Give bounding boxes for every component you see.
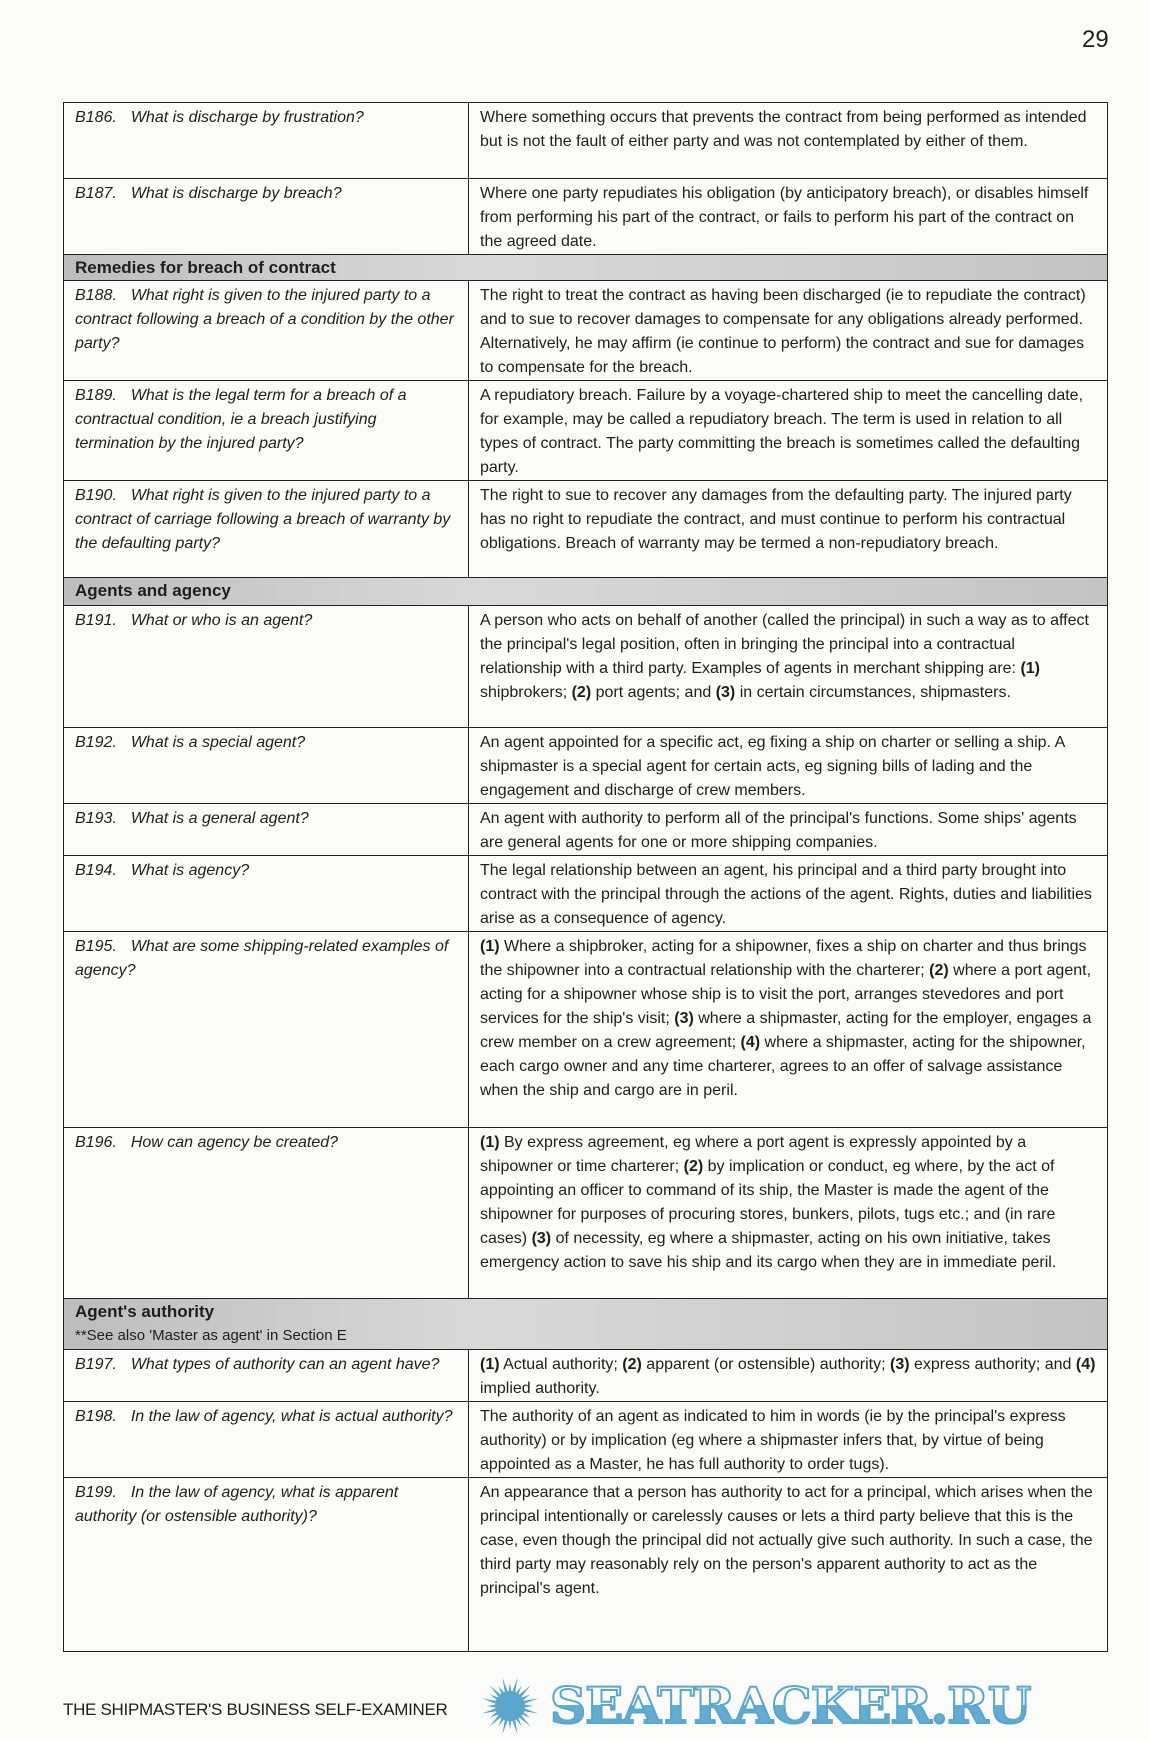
sunburst-logo-icon <box>480 1676 540 1736</box>
table-row <box>64 103 1108 179</box>
answer-text: apparent (or ostensible) authority; <box>641 1356 890 1373</box>
sun-ray <box>490 1694 500 1700</box>
question-cell <box>64 1478 469 1652</box>
section-cell <box>64 1299 1108 1350</box>
answer-item-marker: (1) <box>480 938 500 955</box>
sun-ray <box>518 1685 531 1698</box>
sun-ray <box>502 1678 508 1694</box>
sun-ray <box>512 1678 518 1694</box>
sun-ray <box>523 1704 533 1707</box>
question-number: B199. <box>75 1484 117 1501</box>
section-header <box>64 578 1108 606</box>
answer-item-marker: (2) <box>571 684 592 701</box>
sun-ray <box>508 1719 511 1729</box>
question-cell <box>64 1128 469 1299</box>
sun-ray <box>482 1708 498 1714</box>
section-cell <box>64 578 1108 606</box>
answer-item-marker: (4) <box>740 1034 761 1051</box>
answer-cell <box>469 179 1108 255</box>
answer-cell <box>469 281 1108 381</box>
section-title: Agent's authority <box>75 1302 215 1321</box>
question-cell <box>64 481 469 578</box>
watermark: SEATRACKER.RU <box>550 1676 1110 1736</box>
question-cell <box>64 381 469 481</box>
question-cell <box>64 1402 469 1478</box>
answer-text: Where something occurs that prevents the contract from being performed as intended but is not the fault of either party and was not contemplated by either of them. <box>480 109 1087 150</box>
answer-text: The legal relationship between an agent, his principal and a third party brought into contract with the principal through the actions of the agent. Rights, duties and liabilities arise as a consequence of agency. <box>480 862 1092 927</box>
question-cell <box>64 103 469 179</box>
table-row <box>64 606 1108 728</box>
sun-ray <box>522 1698 538 1704</box>
answer-cell <box>469 932 1108 1128</box>
answer-cell <box>469 481 1108 578</box>
question-text: What is a special agent? <box>130 734 306 751</box>
answer-text: express authority; and <box>909 1356 1076 1373</box>
question-text: What right is given to the injured party to a contract of carriage following a breach of warranty by the defaulting party? <box>75 487 451 552</box>
answer-text: where a port agent, acting for a shipowner whose ship is to visit the port, arranges stevedores and port services for the ship's visit; <box>480 962 1092 1027</box>
answer-text: By express agreement, eg where a port agent is expressly appointed by a shipowner or time charterer; <box>480 1134 1027 1175</box>
answer-text: A repudiatory breach. Failure by a voyage-chartered ship to meet the cancelling date, for example, may be called a repudiatory breach. The term is used in relation to all types of contract. The party committing the breach is sometimes called the defaulting party. <box>480 387 1084 476</box>
answer-item-marker: (4) <box>1075 1356 1096 1373</box>
answer-cell <box>469 1402 1108 1478</box>
answer-text: by implication or conduct, eg where, by the act of appointing an officer to command of its ship, the Master is made the agent of the shipowner for purposes of procuring stores, bunkers, pilots, tugs etc.; and (in rare cases) <box>480 1158 1056 1247</box>
answer-cell <box>469 728 1108 804</box>
question-number: B192. <box>75 734 117 751</box>
answer-cell <box>469 381 1108 481</box>
answer-text: An agent with authority to perform all of the principal's functions. Some ships' agents are general agents for one or more shipping companies. <box>480 810 1077 851</box>
question-number: B187. <box>75 185 117 202</box>
qa-table <box>63 102 1108 1652</box>
answer-cell <box>469 804 1108 856</box>
answer-text: The right to sue to recover any damages from the defaulting party. The injured party has no right to repudiate the contract, and must continue to perform his contractual obligations. Breach of warranty may be termed a non-repudiatory breach. <box>480 487 1072 552</box>
question-text: What is agency? <box>130 862 250 879</box>
table-row <box>64 728 1108 804</box>
question-number: B186. <box>75 109 117 126</box>
answer-text: shipbrokers; <box>480 684 572 701</box>
answer-text: where a shipmaster, acting for the employer, engages a crew member on a crew agreement; <box>480 1010 1092 1051</box>
question-number: B191. <box>75 612 117 629</box>
answer-item-marker: (3) <box>674 1010 694 1027</box>
answer-text: A person who acts on behalf of another (called the principal) in such a way as to affect the principal's legal position, often in bringing the principal into a contractual relationship with a third party. Examples of agents in merchant shipping are: <box>480 612 1089 677</box>
answer-text: port agents; and <box>591 684 716 701</box>
table-row <box>64 856 1108 932</box>
sun-disc <box>495 1691 525 1721</box>
question-number: B193. <box>75 810 117 827</box>
question-text: In the law of agency, what is apparent authority (or ostensible authority)? <box>75 1484 399 1525</box>
answer-item-marker: (3) <box>715 684 736 701</box>
question-number: B188. <box>75 287 117 304</box>
question-number: B189. <box>75 387 117 404</box>
answer-cell <box>469 1350 1108 1402</box>
table-row <box>64 932 1108 1128</box>
question-number: B198. <box>75 1408 117 1425</box>
question-cell <box>64 179 469 255</box>
answer-text: Where one party repudiates his obligation (by anticipatory breach), or disables himself from performing his part of the contract, or fails to perform his part of the contract on the agreed date. <box>480 185 1089 250</box>
question-cell <box>64 804 469 856</box>
question-text: What is discharge by frustration? <box>130 109 364 126</box>
sun-ray <box>489 1714 502 1727</box>
table-row <box>64 1350 1108 1402</box>
question-number: B197. <box>75 1356 117 1373</box>
answer-cell <box>469 606 1108 728</box>
sun-ray <box>515 1686 521 1696</box>
section-cell <box>64 255 1108 281</box>
table-row <box>64 804 1108 856</box>
answer-text: The authority of an agent as indicated to him in words (ie by the principal's express authority) or by implication (eg where a shipmaster infers that, by virtue of being appointed as a Master, he has full authority to order tugs). <box>480 1408 1066 1473</box>
answer-text: An agent appointed for a specific act, eg fixing a ship on charter or selling a ship. A shipmaster is a special agent for certain acts, eg signing bills of lading and the engagement and discharge of crew members. <box>480 734 1065 799</box>
sun-ray <box>522 1708 538 1714</box>
sun-ray <box>518 1714 531 1727</box>
answer-item-marker: (2) <box>929 962 949 979</box>
answer-item-marker: (2) <box>683 1158 704 1175</box>
page-number: 29 <box>1082 26 1109 53</box>
question-cell <box>64 606 469 728</box>
question-text: What is the legal term for a breach of a contractual condition, ie a breach justifying termination by the injured party? <box>75 387 407 452</box>
answer-cell <box>469 103 1108 179</box>
answer-text: in certain circumstances, shipmasters. <box>735 684 1011 701</box>
sun-ray <box>515 1717 521 1727</box>
answer-cell <box>469 856 1108 932</box>
answer-text: where a shipmaster, acting for the shipowner, each cargo owner and any time charterer, agrees to an offer of salvage assistance when the ship and cargo are in peril. <box>480 1034 1086 1099</box>
section-header <box>64 255 1108 281</box>
question-text: What right is given to the injured party to a contract following a breach of a condition by the other party? <box>75 287 454 352</box>
question-text: In the law of agency, what is actual authority? <box>130 1408 453 1425</box>
sun-ray <box>521 1711 531 1717</box>
question-cell <box>64 932 469 1128</box>
question-cell <box>64 856 469 932</box>
table-row <box>64 179 1108 255</box>
sun-ray <box>487 1704 497 1707</box>
answer-item-marker: (1) <box>480 1356 500 1373</box>
table-row <box>64 1128 1108 1299</box>
section-header <box>64 1299 1108 1350</box>
sun-ray <box>498 1717 504 1727</box>
question-number: B195. <box>75 938 117 955</box>
question-cell <box>64 728 469 804</box>
table-row <box>64 1478 1108 1652</box>
answer-text: Actual authority; <box>499 1356 623 1373</box>
sun-ray <box>498 1686 504 1696</box>
section-title: Agents and agency <box>75 581 231 600</box>
question-cell <box>64 281 469 381</box>
section-title: Remedies for breach of contract <box>75 258 336 277</box>
answer-item-marker: (1) <box>480 1134 500 1151</box>
answer-cell <box>469 1478 1108 1652</box>
question-number: B194. <box>75 862 117 879</box>
sun-ray <box>512 1718 518 1734</box>
question-text: What types of authority can an agent have? <box>130 1356 440 1373</box>
sun-ray <box>489 1685 502 1698</box>
answer-cell <box>469 1128 1108 1299</box>
answer-text: of necessity, eg where a shipmaster, acting on his own initiative, takes emergency action to save his ship and its cargo when they are in immediate peril. <box>480 1230 1057 1271</box>
sun-ray <box>521 1694 531 1700</box>
question-text: How can agency be created? <box>130 1134 339 1151</box>
answer-item-marker: (1) <box>1020 660 1040 677</box>
sun-ray <box>482 1698 498 1704</box>
answer-item-marker: (3) <box>890 1356 910 1373</box>
question-cell <box>64 1350 469 1402</box>
sun-ray <box>502 1718 508 1734</box>
table-row <box>64 481 1108 578</box>
question-text: What or who is an agent? <box>130 612 313 629</box>
question-text: What is a general agent? <box>130 810 309 827</box>
section-subtitle: **See also 'Master as agent' in Section E <box>75 1327 347 1344</box>
sun-ray <box>508 1683 511 1693</box>
question-text: What are some shipping-related examples of agency? <box>75 938 449 979</box>
answer-text: An appearance that a person has authority to act for a principal, which arises when the principal intentionally or carelessly causes or lets a third party believe that this is the case, even though the principal did not actually give such authority. In such a case, the third party may reasonably rely on the person's apparent authority to act as the principal's agent. <box>480 1484 1093 1597</box>
answer-text: implied authority. <box>480 1380 600 1397</box>
table-row <box>64 1402 1108 1478</box>
question-number: B190. <box>75 487 117 504</box>
answer-text: The right to treat the contract as having been discharged (ie to repudiate the contract) and to sue to recover damages to compensate for any obligations already performed. Alternatively, he may affirm (ie continue to perform) the contract and sue for damages to compensate for the breach. <box>480 287 1086 376</box>
question-number: B196. <box>75 1134 117 1151</box>
answer-item-marker: (2) <box>622 1356 642 1373</box>
answer-item-marker: (3) <box>531 1230 552 1247</box>
question-text: What is discharge by breach? <box>130 185 342 202</box>
answer-text: Where a shipbroker, acting for a shipowner, fixes a ship on charter and thus brings the shipowner into a contractual relationship with the charterer; <box>480 938 1087 979</box>
sun-ray <box>490 1711 500 1717</box>
table-row <box>64 281 1108 381</box>
book-title-footer: THE SHIPMASTER'S BUSINESS SELF-EXAMINER <box>63 1700 448 1719</box>
table-row <box>64 381 1108 481</box>
